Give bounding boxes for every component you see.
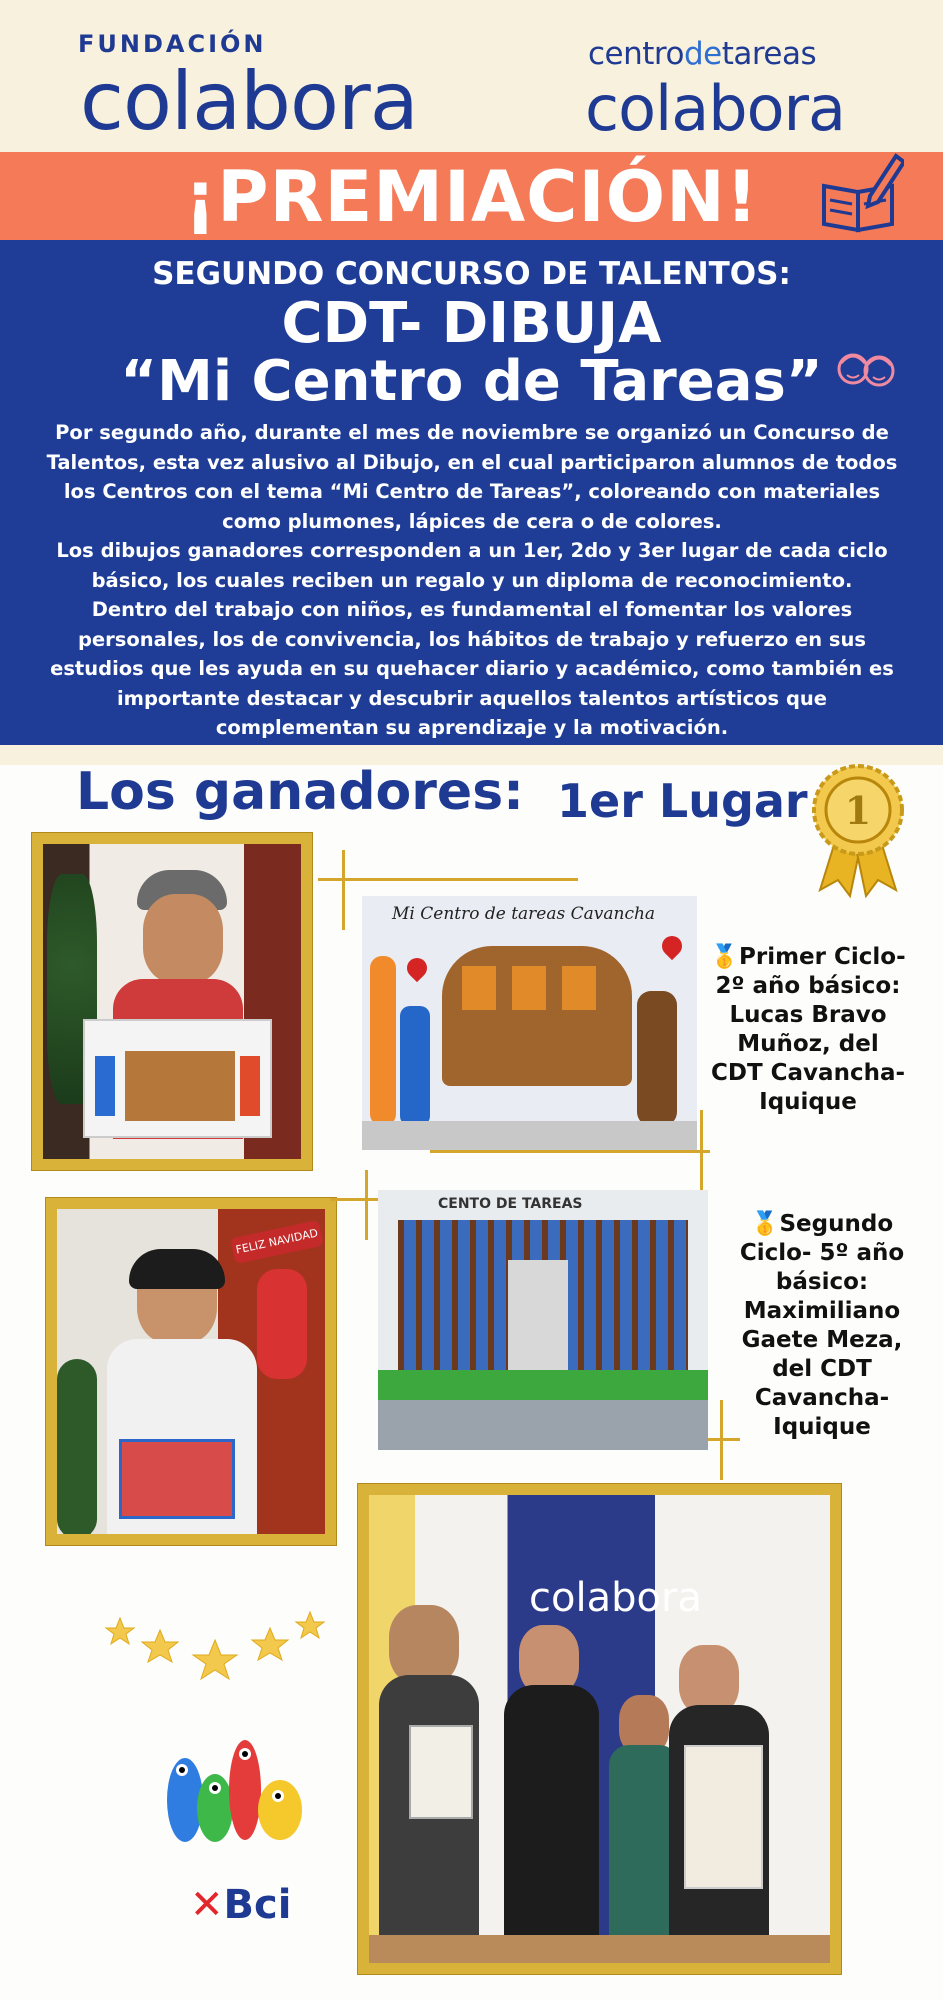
bci-logo: ✕Bci — [190, 1882, 292, 1928]
contest-theme: “Mi Centro de Tareas” — [120, 349, 823, 414]
gift — [684, 1745, 763, 1889]
winner2-caption — [722, 1210, 922, 1442]
mascots-icon — [160, 1730, 310, 1850]
intro-paragraph-2: Los dibujos ganadores corresponden a un 1er, 2do y 3er lugar de cada ciclo básico, los cuales reciben un regalo y un diploma de reconocimiento. — [56, 539, 888, 592]
caption-line: 🥇Primer Ciclo- — [710, 944, 906, 970]
caption-line: Ciclo- 5º año — [739, 1240, 905, 1266]
winner2-photo — [46, 1198, 336, 1545]
person — [504, 1685, 599, 1955]
colabora-logo-left: colabora — [80, 55, 418, 148]
held-drawing — [83, 1019, 272, 1138]
fundacion-label: FUNDACIÓN — [78, 30, 267, 58]
frame-line — [365, 1170, 368, 1240]
winner1-drawing — [362, 896, 697, 1150]
frame-line — [700, 1110, 703, 1190]
banner-title: ¡PREMIACIÓN! — [184, 156, 759, 238]
kids-faces-icon — [833, 345, 901, 393]
contest-subtitle: SEGUNDO CONCURSO DE TALENTOS: — [152, 256, 791, 292]
book-pencil-icon — [818, 146, 904, 236]
caption-line: Iquique — [773, 1414, 871, 1440]
caption-line: Gaete Meza, — [741, 1327, 903, 1353]
first-place-heading: 1er Lugar — [557, 774, 808, 828]
winners-heading: Los ganadores: — [76, 762, 524, 822]
intro-text — [34, 418, 910, 743]
winner1-photo — [32, 833, 312, 1170]
winner1-caption — [708, 943, 908, 1117]
caption-line: Iquique — [759, 1089, 857, 1115]
intro-paragraph-3: Dentro del trabajo con niños, es fundamental el fomentar los valores personales, los de convivencia, los hábitos de trabajo y refuerzo en sus estudios que les ayuda en su quehacer diario y académico, como también es importante destacar y descubrir aquellos talentos artísticos que complementan su aprendizaje y la motivación. — [50, 598, 894, 739]
winner2-drawing — [378, 1190, 708, 1450]
medal-number: 1 — [844, 788, 872, 833]
caption-line: Lucas Bravo — [729, 1002, 887, 1028]
santa-figure — [257, 1269, 307, 1379]
caption-line: 2º año básico: — [715, 973, 901, 999]
caption-line: Cavancha- — [754, 1385, 890, 1411]
diploma — [409, 1725, 473, 1819]
winner2-drawing-title: CENTO DE TAREAS — [438, 1196, 583, 1212]
frame-line — [342, 850, 345, 930]
stars-icon — [100, 1600, 330, 1680]
winner1-drawing-title: Mi Centro de tareas Cavancha — [392, 904, 656, 924]
group-award-photo — [358, 1484, 841, 1974]
colabora-banner-text: colabora — [529, 1575, 702, 1621]
caption-line: 🥇Segundo — [750, 1211, 894, 1237]
caption-line: básico: — [775, 1269, 869, 1295]
caption-line: Maximiliano — [743, 1298, 901, 1324]
colabora-logo-right: colabora — [585, 72, 846, 145]
frame-line — [430, 1150, 710, 1153]
frame-line — [318, 878, 578, 881]
caption-line: Muñoz, del — [737, 1031, 879, 1057]
feliz-navidad-sign: FELIZ NAVIDAD — [230, 1220, 323, 1264]
boy-face — [143, 894, 223, 984]
intro-paragraph-1: Por segundo año, durante el mes de noviembre se organizó un Concurso de Talentos, esta vez alusivo al Dibujo, en el cual participaron alumnos de todos los Centros con el tema “Mi Centro de Tareas”, coloreando con materiales como plumones, lápices de cera o de colores. — [46, 421, 898, 533]
contest-title: CDT- DIBUJA — [281, 291, 662, 356]
caption-line: del CDT — [772, 1356, 872, 1382]
gold-medal-icon — [808, 762, 908, 902]
caption-line: CDT Cavancha- — [710, 1060, 906, 1086]
held-drawing — [119, 1439, 235, 1519]
centro-de-tareas-logo: centrodetareas — [588, 36, 817, 72]
